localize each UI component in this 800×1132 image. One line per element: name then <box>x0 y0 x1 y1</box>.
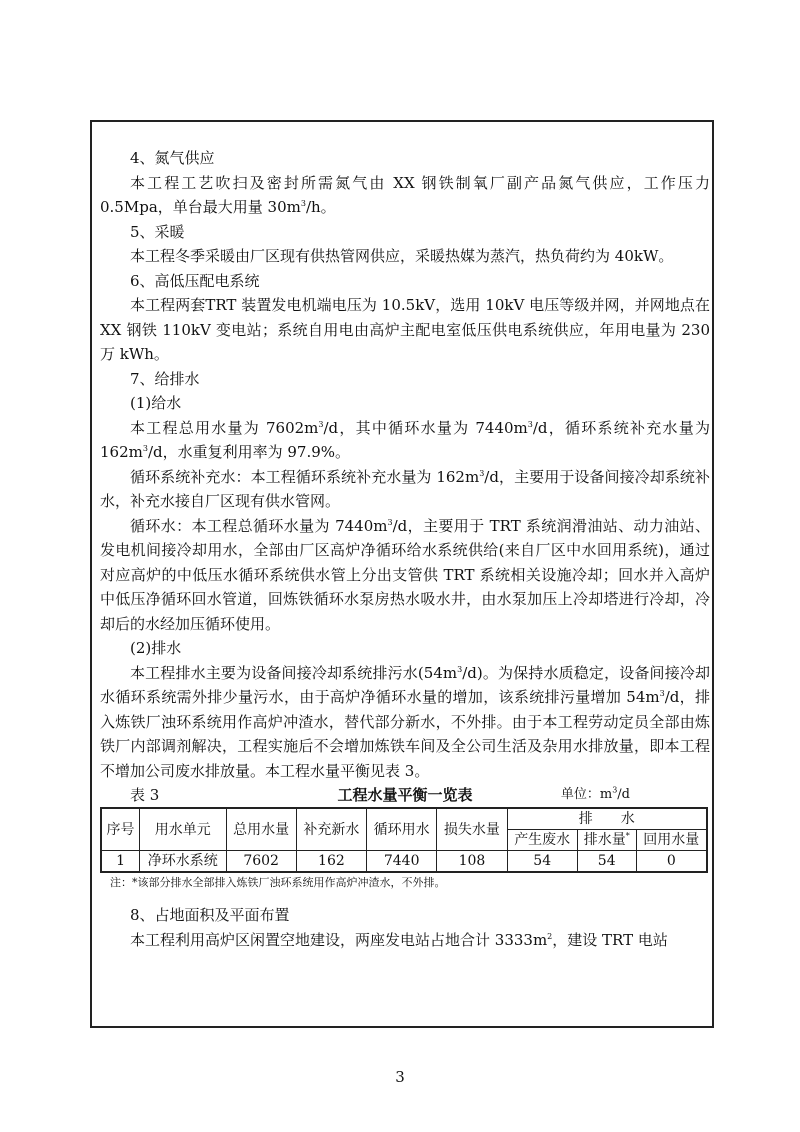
cell-loss: 108 <box>437 851 507 873</box>
header-gen: 产生废水 <box>507 830 577 851</box>
section-7-heading: 7、给排水 <box>130 369 200 388</box>
section-8-paragraph: 本工程利用高炉区闲置空地建设，两座发电站占地合计 $3333m^2$，建设 TRT 电站 <box>130 930 668 949</box>
water-supply-paragraph: 本工程总用水量为 $7602m^3/d$，其中循环水量为 $7440m^3/d$，循环系统补充水量为 $162m^3/d$，水重复利用率为 97.9%。 <box>100 418 710 461</box>
header-total: 总用水量 <box>226 808 296 851</box>
cell-gen: 54 <box>507 851 577 873</box>
table-header-row <box>101 808 707 830</box>
table-row <box>101 851 707 873</box>
header-unit: 用水单元 <box>140 808 226 851</box>
table-note: 注：*该部分排水全部排入炼铁厂浊环系统用作高炉冲渣水，不外排。 <box>110 876 446 889</box>
page-number: 3 <box>395 1068 405 1086</box>
header-fresh: 补充新水 <box>296 808 366 851</box>
section-5-heading: 5、采暖 <box>130 222 185 241</box>
section-7-sub-drainage: (2)排水 <box>130 639 182 657</box>
header-no: 序号 <box>101 808 140 851</box>
table-label: 表 3 <box>130 786 160 804</box>
section-6-heading: 6、高低压配电系统 <box>130 271 260 290</box>
cell-no: 1 <box>101 851 140 873</box>
cell-total: 7602 <box>226 851 296 873</box>
cell-cycle: 7440 <box>367 851 437 873</box>
section-4-heading: 4、氮气供应 <box>130 149 215 167</box>
document-body <box>100 146 710 952</box>
cell-reuse: 0 <box>636 851 707 873</box>
section-4-paragraph: 本工程工艺吹扫及密封所需氮气由 XX 钢铁制氧厂副产品氮气供应，工作压力 0.5Mpa，单台最大用量 $30m^3/h$。 <box>100 173 710 216</box>
cell-fresh: 162 <box>296 851 366 873</box>
header-reuse: 回用水量 <box>636 830 707 851</box>
cell-discharge: 54 <box>577 851 636 873</box>
section-8-heading: 8、占地面积及平面布置 <box>130 906 290 924</box>
table-unit: 单位：$m^3/d$ <box>560 785 630 802</box>
section-5-paragraph: 本工程冬季采暖由厂区现有供热管网供应，采暖热媒为蒸汽，热负荷约为 40kW。 <box>130 247 674 265</box>
makeup-water-paragraph: 循环系统补充水：本工程循环系统补充水量为 $162m^3/d$，主要用于设备间接冷却系统补水，补充水接自厂区现有供水管网。 <box>100 467 710 510</box>
header-drain: 排 水 <box>507 808 707 830</box>
cell-unit: 净环水系统 <box>140 851 226 873</box>
table-caption <box>100 783 710 807</box>
section-7-sub-supply: (1)给水 <box>130 394 182 412</box>
drainage-paragraph: 本工程排水主要为设备间接冷却系统排污水$(54m^3/d)$。为保持水质稳定，设备间接冷却水循环系统需外排少量污水，由于高炉净循环水量的增加，该系统排污量增加 $54m^3/d$，排入炼铁厂浊环系统用作高炉冲渣水，替代部分新水，不外排。由于本工程劳动定员全部由炼铁厂内部调剂解决，工程实施后不会增加炼铁车间及全公司生活及杂用水排放量，即本工程不增加公司废水排放量。本工程水量平衡见表 3。 <box>100 663 711 780</box>
section-6-paragraph: 本工程两套TRT 装置发电机端电压为 10.5kV，选用 10kV 电压等级并网，并网地点在 XX 钢铁 110kV 变电站；系统自用电由高炉主配电室低压供电系统供应，年用电量为 230 万 kWh。 <box>100 296 710 363</box>
header-discharge: 排水量* <box>577 830 636 851</box>
table-title: 工程水量平衡一览表 <box>337 786 473 804</box>
circulating-water-paragraph: 循环水：本工程总循环水量为 $7440m^3/d$，主要用于 TRT 系统润滑油站、动力油站、发电机间接冷却用水，全部由厂区高炉净循环给水系统供给(来自厂区中水回用系统)，通过对应高炉的中低压水循环系统供水管上分出支管供 TRT 系统相关设施冷却；回水并入高炉中低压净循环回水管道，回炼铁循环水泵房热水吸水井，由水泵加压上冷却塔进行冷却，冷却后的水经加压循环使用。 <box>100 516 711 633</box>
header-cycle: 循环用水 <box>367 808 437 851</box>
header-loss: 损失水量 <box>437 808 507 851</box>
water-balance-table <box>100 807 708 873</box>
